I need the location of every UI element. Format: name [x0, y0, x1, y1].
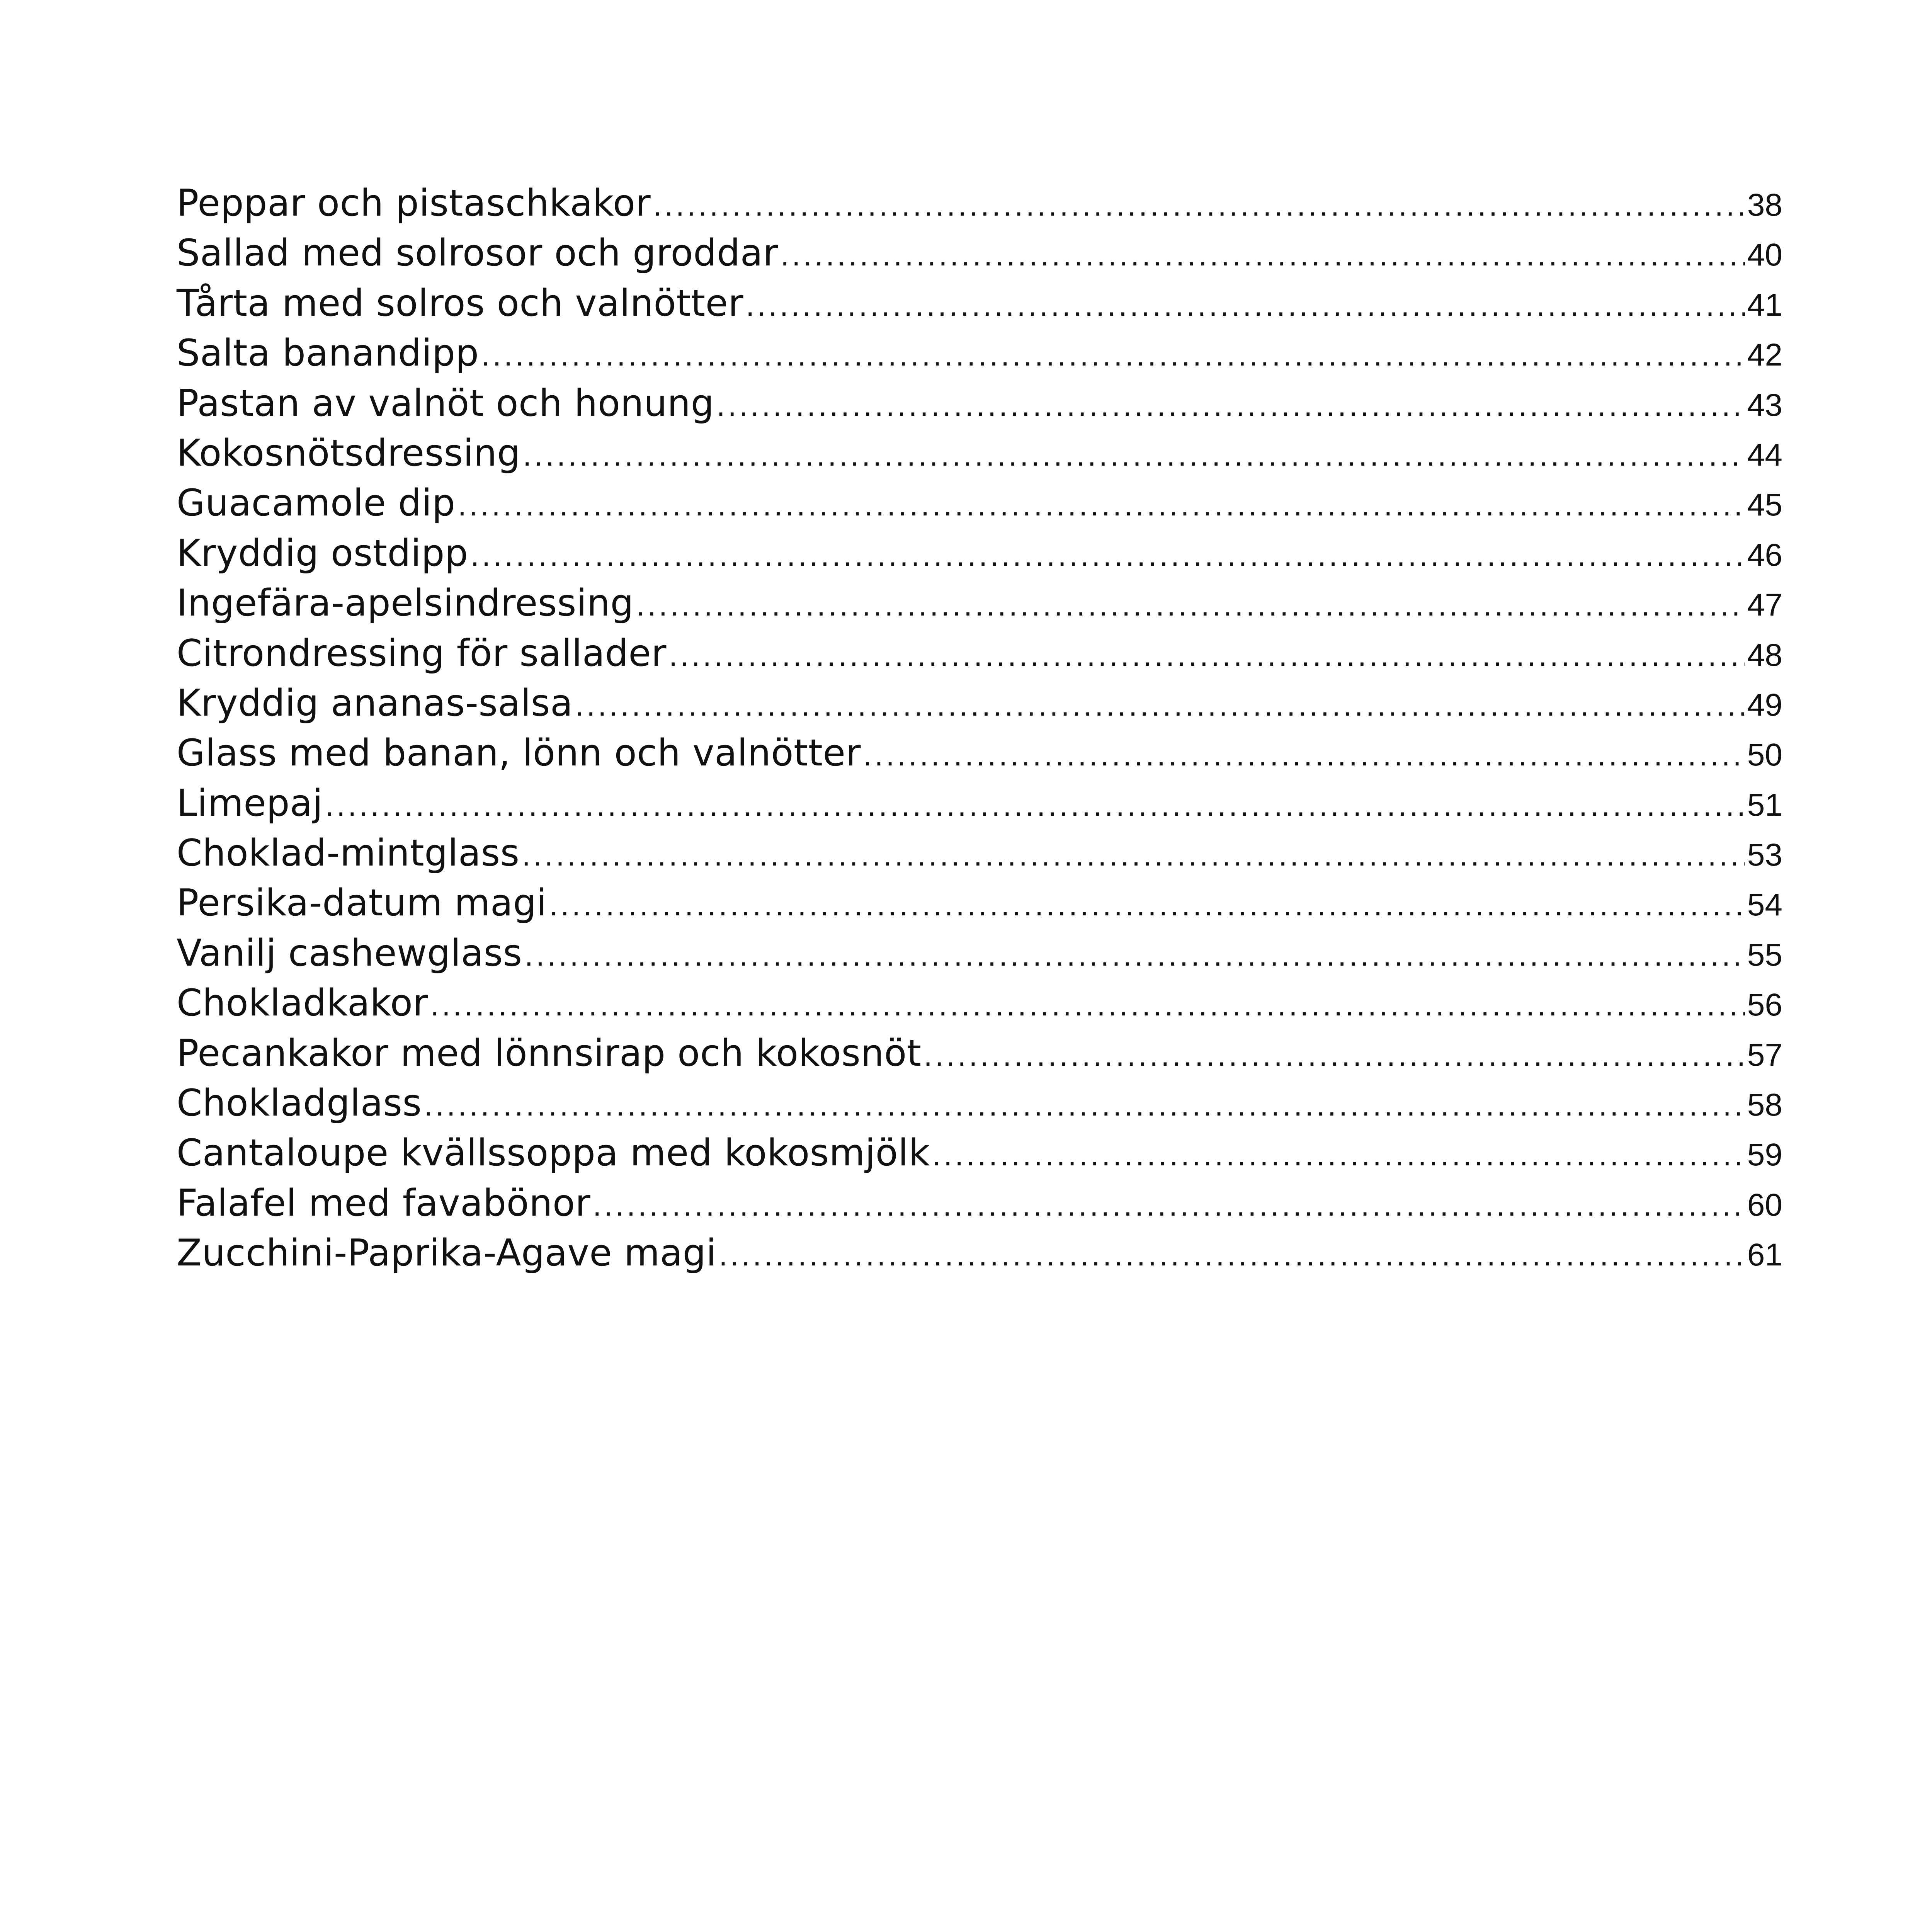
toc-entry[interactable] [177, 379, 1782, 429]
toc-dot-leader [325, 780, 1745, 830]
toc-entry-page-number: 47 [1747, 587, 1782, 623]
toc-entry-title: Persika-datum magi [177, 882, 547, 925]
toc-entry[interactable] [177, 1179, 1782, 1228]
toc-entry-page-number: 46 [1747, 537, 1782, 573]
toc-entry-page-number: 45 [1747, 487, 1782, 523]
toc-dot-leader [932, 1130, 1745, 1180]
toc-entry-title: Citrondressing för sallader [177, 632, 667, 675]
toc-entry-page-number: 38 [1747, 187, 1782, 223]
toc-entry[interactable] [177, 1128, 1782, 1178]
toc-entry[interactable] [177, 478, 1782, 528]
toc-entry-title: Zucchini-Paprika-Agave magi [177, 1232, 717, 1275]
toc-entry[interactable] [177, 679, 1782, 728]
toc-dot-leader [458, 480, 1745, 530]
toc-entry-page-number: 61 [1747, 1237, 1782, 1273]
toc-dot-leader [523, 430, 1745, 480]
toc-entry[interactable] [177, 828, 1782, 878]
toc-entry-title: Guacamole dip [177, 482, 456, 525]
toc-dot-leader [424, 1080, 1745, 1130]
toc-entry-title: Kryddig ostdipp [177, 532, 468, 575]
toc-entry-page-number: 54 [1747, 887, 1782, 923]
toc-dot-leader [636, 580, 1745, 630]
toc-dot-leader [863, 730, 1745, 780]
toc-entry-title: Pecankakor med lönnsirap och kokosnöt [177, 1032, 922, 1075]
toc-entry[interactable] [177, 1078, 1782, 1128]
toc-entry-page-number: 49 [1747, 687, 1782, 723]
toc-entry[interactable] [177, 429, 1782, 478]
toc-dot-leader [781, 230, 1745, 280]
toc-dot-leader [719, 1230, 1745, 1280]
toc-entry-page-number: 51 [1747, 787, 1782, 823]
toc-entry-page-number: 57 [1747, 1037, 1782, 1073]
toc-entry-title: Pastan av valnöt och honung [177, 382, 714, 425]
table-of-contents [177, 179, 1782, 1279]
toc-entry-title: Chokladkakor [177, 982, 428, 1025]
toc-entry-title: Ingefära-apelsindressing [177, 582, 634, 625]
toc-entry-page-number: 44 [1747, 437, 1782, 473]
toc-entry-page-number: 50 [1747, 737, 1782, 773]
toc-entry-title: Sallad med solrosor och groddar [177, 232, 779, 275]
toc-entry-page-number: 41 [1747, 287, 1782, 323]
toc-entry[interactable] [177, 529, 1782, 578]
toc-dot-leader [716, 380, 1745, 430]
toc-entry-title: Kryddig ananas-salsa [177, 682, 573, 724]
toc-entry[interactable] [177, 728, 1782, 778]
toc-entry-page-number: 58 [1747, 1087, 1782, 1123]
toc-entry[interactable] [177, 578, 1782, 628]
toc-entry[interactable] [177, 179, 1782, 228]
toc-dot-leader [471, 530, 1745, 580]
toc-entry[interactable] [177, 279, 1782, 328]
toc-entry-page-number: 59 [1747, 1137, 1782, 1173]
toc-entry-page-number: 56 [1747, 987, 1782, 1023]
toc-dot-leader [522, 830, 1745, 880]
toc-dot-leader [924, 1030, 1745, 1080]
toc-entry[interactable] [177, 978, 1782, 1028]
toc-entry-title: Vanilj cashewglass [177, 932, 522, 975]
toc-entry-page-number: 53 [1747, 837, 1782, 873]
toc-entry-page-number: 55 [1747, 937, 1782, 973]
toc-dot-leader [481, 330, 1745, 380]
toc-dot-leader [549, 880, 1745, 930]
toc-entry[interactable] [177, 228, 1782, 278]
toc-entry-title: Cantaloupe kvällssoppa med kokosmjölk [177, 1132, 930, 1175]
toc-entry[interactable] [177, 629, 1782, 679]
toc-entry-title: Choklad-mintglass [177, 832, 520, 875]
toc-entry-page-number: 60 [1747, 1187, 1782, 1223]
toc-dot-leader [575, 680, 1745, 730]
toc-dot-leader [430, 980, 1745, 1030]
toc-entry-page-number: 48 [1747, 637, 1782, 673]
toc-entry-title: Limepaj [177, 782, 323, 825]
toc-entry[interactable] [177, 1029, 1782, 1078]
toc-entry[interactable] [177, 328, 1782, 378]
toc-entry-title: Peppar och pistaschkakor [177, 182, 651, 224]
toc-entry-title: Tårta med solros och valnötter [177, 282, 744, 325]
toc-entry[interactable] [177, 1228, 1782, 1278]
toc-entry-page-number: 40 [1747, 237, 1782, 273]
toc-dot-leader [525, 930, 1745, 980]
toc-entry-title: Chokladglass [177, 1082, 422, 1125]
toc-entry[interactable] [177, 878, 1782, 928]
toc-entry[interactable] [177, 929, 1782, 978]
toc-dot-leader [669, 630, 1745, 680]
toc-entry-title: Salta banandipp [177, 332, 479, 375]
toc-dot-leader [653, 180, 1745, 230]
toc-entry-title: Glass med banan, lönn och valnötter [177, 732, 861, 775]
toc-dot-leader [593, 1180, 1745, 1230]
toc-entry-page-number: 43 [1747, 387, 1782, 423]
toc-dot-leader [746, 280, 1745, 330]
toc-entry[interactable] [177, 779, 1782, 828]
toc-entry-title: Kokosnötsdressing [177, 432, 521, 474]
toc-entry-page-number: 42 [1747, 337, 1782, 373]
toc-entry-title: Falafel med favabönor [177, 1182, 591, 1225]
